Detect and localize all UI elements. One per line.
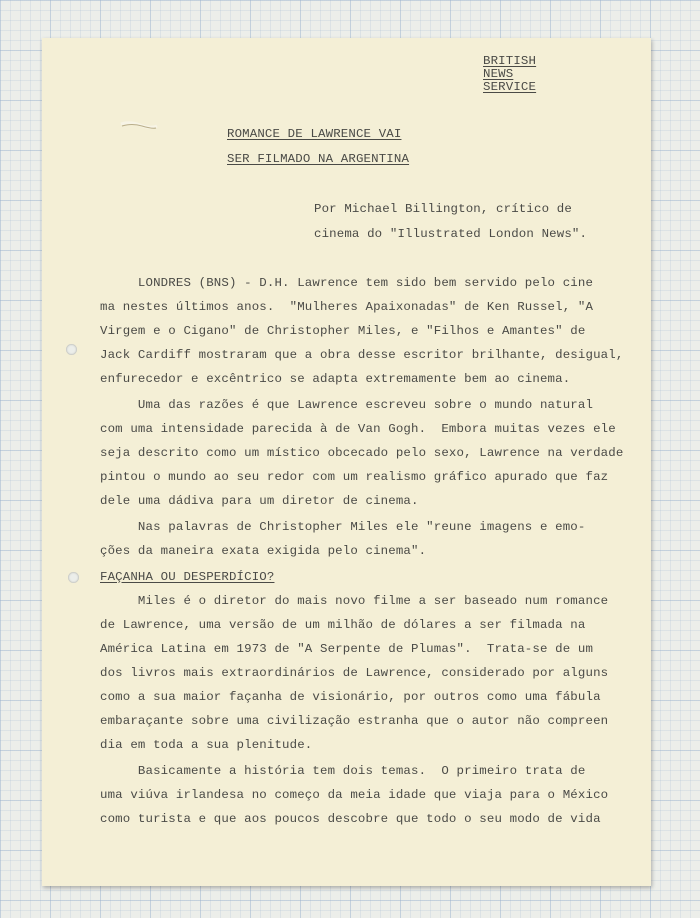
body-line: como a sua maior façanha de visionário, por outros como uma fábula <box>100 690 601 704</box>
body-line: América Latina em 1973 de "A Serpente de Plumas". Trata-se de um <box>100 642 594 656</box>
body-line: enfurecedor e excêntrico se adapta extremamente bem ao cinema. <box>100 372 571 386</box>
section-heading: FAÇANHA OU DESPERDÍCIO? <box>100 570 275 584</box>
typed-document-page <box>42 38 651 886</box>
body-line: embaraçante sobre uma civilização estranha que o autor não compreen <box>100 714 609 728</box>
body-line: Miles é o diretor do mais novo filme a ser baseado num romance <box>100 594 609 608</box>
body-line: pintou o mundo ao seu redor com um realismo gráfico apurado que faz <box>100 470 609 484</box>
staple-residue <box>120 120 158 130</box>
punch-hole-bottom <box>68 572 79 583</box>
body-line: com uma intensidade parecida à de Van Gogh. Embora muitas vezes ele <box>100 422 616 436</box>
body-line: de Lawrence, uma versão de um milhão de dólares a ser filmada na <box>100 618 586 632</box>
body-line: dos livros mais extraordinários de Lawrence, considerado por alguns <box>100 666 609 680</box>
title-line: ROMANCE DE LAWRENCE VAI <box>227 127 402 141</box>
letterhead-line: BRITISH <box>483 54 537 68</box>
punch-hole-top <box>66 344 77 355</box>
byline-line: cinema do "Illustrated London News". <box>314 227 588 241</box>
letterhead-line: SERVICE <box>483 80 537 94</box>
body-line: ções da maneira exata exigida pelo cinema". <box>100 544 427 558</box>
body-line: LONDRES (BNS) - D.H. Lawrence tem sido bem servido pelo cine <box>100 276 594 290</box>
title-line: SER FILMADO NA ARGENTINA <box>227 152 410 166</box>
body-line: Basicamente a história tem dois temas. O primeiro trata de <box>100 764 586 778</box>
byline-line: Por Michael Billington, crítico de <box>314 202 572 216</box>
body-line: ma nestes últimos anos. "Mulheres Apaixonadas" de Ken Russel, "A <box>100 300 594 314</box>
body-line: como turista e que aos poucos descobre que todo o seu modo de vida <box>100 812 601 826</box>
body-line: seja descrito como um místico obcecado pelo sexo, Lawrence na verdade <box>100 446 624 460</box>
body-line: uma viúva irlandesa no começo da meia idade que viaja para o México <box>100 788 609 802</box>
letterhead-line: NEWS <box>483 67 514 81</box>
body-line: dia em toda a sua plenitude. <box>100 738 313 752</box>
body-line: Nas palavras de Christopher Miles ele "reune imagens e emo- <box>100 520 586 534</box>
body-line: Jack Cardiff mostraram que a obra desse escritor brilhante, desigual, <box>100 348 624 362</box>
body-line: Uma das razões é que Lawrence escreveu sobre o mundo natural <box>100 398 594 412</box>
body-line: dele uma dádiva para um diretor de cinema. <box>100 494 419 508</box>
body-line: Virgem e o Cigano" de Christopher Miles, e "Filhos e Amantes" de <box>100 324 586 338</box>
